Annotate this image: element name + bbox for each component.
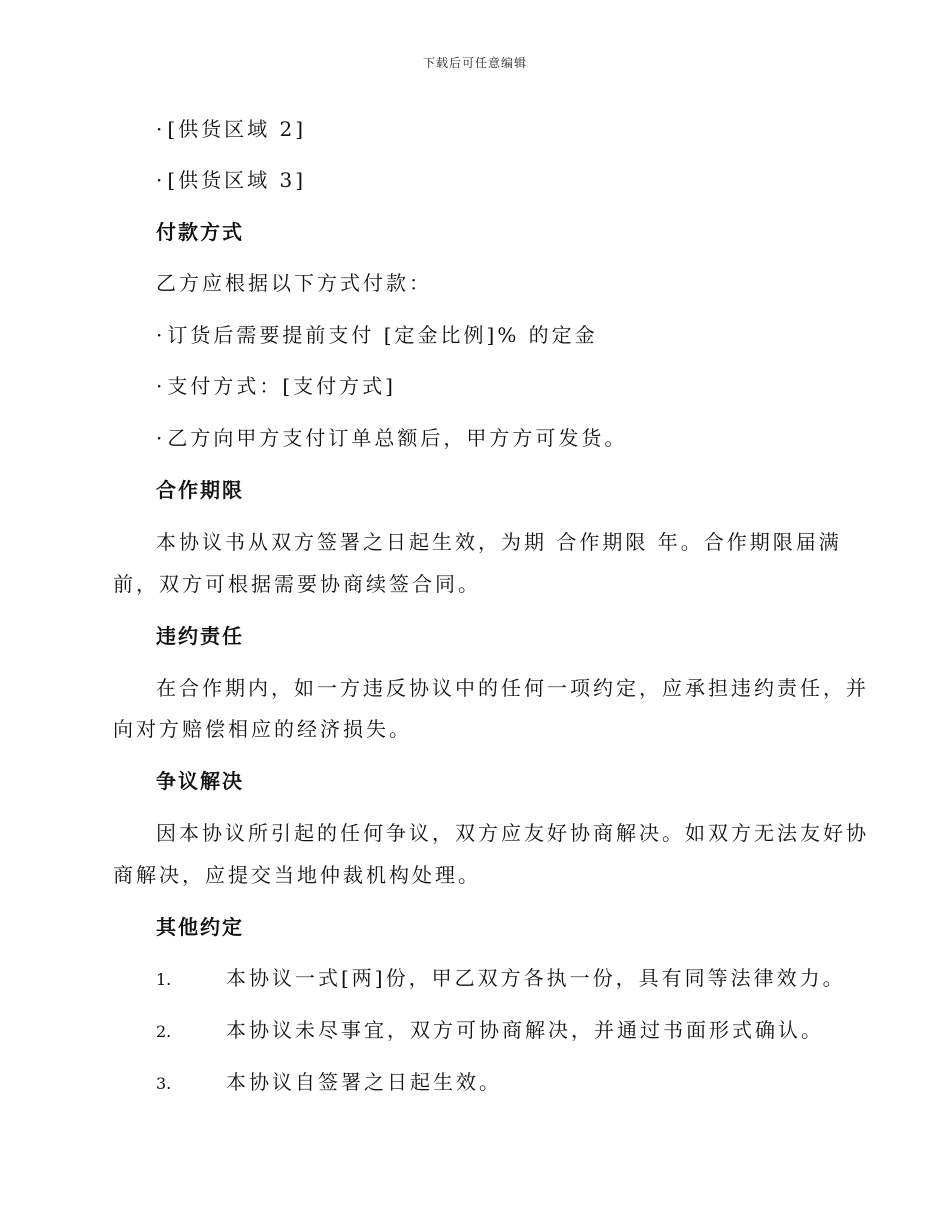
list-item-number: 3. (156, 1074, 172, 1093)
payment-item-deposit: · 订货后需要提前支付 [定金比例]% 的定金 (156, 323, 598, 347)
page-header: 下载后可任意编辑 (422, 56, 527, 70)
list-item-text: 本协议未尽事宜，双方可协商解决，并通过书面形式确认。 (226, 1018, 824, 1042)
bullet-icon: · (156, 374, 166, 398)
supply-item-2: · [供货区域 2] (156, 117, 307, 141)
dispute-paragraph-line-1: 因本协议所引起的任何争议，双方应友好协商解决。如双方无法友好协 (156, 821, 869, 845)
section-heading-payment: 付款方式 (156, 220, 244, 244)
term-paragraph-line-1: 本协议书从双方签署之日起生效，为期 合作期限 年。合作期限届满 (156, 530, 842, 554)
supply-item-3: · [供货区域 3] (156, 168, 307, 192)
breach-paragraph-line-2: 向对方赔偿相应的经济损失。 (113, 717, 412, 741)
payment-intro: 乙方应根据以下方式付款： (156, 271, 432, 295)
list-item-number: 2. (156, 1022, 172, 1041)
bullet-icon: · (156, 323, 166, 347)
term-paragraph-line-2: 前，双方可根据需要协商续签合同。 (113, 572, 481, 596)
section-heading-other: 其他约定 (156, 915, 244, 939)
bullet-icon: · (156, 426, 166, 450)
section-heading-breach: 违约责任 (156, 624, 244, 648)
list-item-text: 本协议自签署之日起生效。 (226, 1070, 502, 1094)
section-heading-dispute: 争议解决 (156, 769, 244, 793)
bullet-icon: · (156, 168, 166, 192)
bullet-icon: · (156, 117, 166, 141)
section-heading-term: 合作期限 (156, 478, 244, 502)
list-item-text: 本协议一式[两]份，甲乙双方各执一份，具有同等法律效力。 (226, 966, 846, 990)
payment-item-shipping: · 乙方向甲方支付订单总额后，甲方方可发货。 (156, 426, 628, 450)
breach-paragraph-line-1: 在合作期内，如一方违反协议中的任何一项约定，应承担违约责任，并 (156, 676, 869, 700)
payment-item-method: · 支付方式：[支付方式] (156, 374, 396, 398)
dispute-paragraph-line-2: 商解决，应提交当地仲裁机构处理。 (113, 863, 481, 887)
list-item-number: 1. (156, 970, 172, 989)
